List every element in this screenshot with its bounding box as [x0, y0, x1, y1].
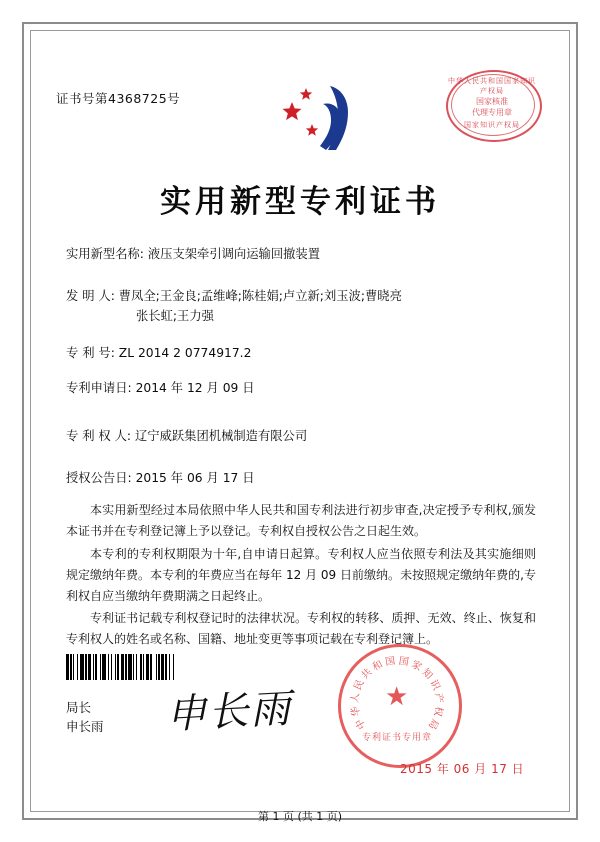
director-block	[66, 698, 104, 736]
field-grant-date	[66, 468, 255, 486]
value-inventor: 曹凤全;王金良;孟维峰;陈桂娟;卢立新;刘玉波;曹晓亮	[118, 289, 402, 303]
page-footer: 第 1 页 (共 1 页)	[257, 810, 343, 823]
barcode	[66, 654, 244, 680]
agency-seal-bottom-text: 国家知识产权局	[464, 121, 520, 129]
seal-date: 2015 年 06 月 17 日	[400, 762, 525, 776]
value-patent-number: ZL 2014 2 0774917.2	[118, 346, 252, 360]
label-grant-date: 授权公告日:	[66, 471, 132, 485]
director-label: 局长	[66, 700, 92, 715]
director-name: 申长雨	[66, 719, 104, 734]
agency-seal-top-text: 中华人民共和国国家知识产权局	[448, 77, 536, 95]
field-patent-number	[66, 343, 251, 361]
official-seal-bottom	[338, 644, 462, 768]
certificate-content	[48, 48, 552, 823]
label-patent-number: 专 利 号:	[66, 346, 115, 360]
paragraph-2: 本专利的专利权期限为十年,自申请日起算。专利权人应当依照专利法及其实施细则规定缴纳年费。本专利的年费应当在每年 12 月 09 日前缴纳。未按照规定缴纳年费的,专利权自应当缴纳年费期满之日起终止。	[66, 547, 536, 603]
field-application-date	[66, 378, 255, 396]
value-patentee: 辽宁威跃集团机械制造有限公司	[134, 429, 308, 443]
star-icon: ★	[385, 682, 409, 712]
value-inventor-line2: 张长虹;王力强	[136, 309, 214, 323]
field-inventor-line2	[136, 306, 214, 324]
page-title: 实用新型专利证书	[160, 184, 440, 220]
official-seal-bottom-text: 专利证书专用章	[361, 733, 432, 743]
paragraph-1: 本实用新型经过本局依照中华人民共和国专利法进行初步审查,决定授予专利权,颁发本证书并在专利登记簿上予以登记。专利权自授权公告之日起生效。	[66, 503, 536, 538]
field-utility-model-name	[66, 244, 320, 262]
paragraph-3: 专利证书记载专利权登记时的法律状况。专利权的转移、质押、无效、终止、恢复和专利权人的姓名或名称、国籍、地址变更等事项记载在专利登记簿上。	[66, 611, 536, 646]
label-utility-model-name: 实用新型名称:	[66, 247, 144, 261]
agency-seal-top	[446, 70, 542, 142]
field-inventor	[66, 286, 402, 304]
label-application-date: 专利申请日:	[66, 381, 132, 395]
value-grant-date: 2015 年 06 月 17 日	[135, 471, 255, 485]
value-utility-model-name: 液压支架牵引调向运输回撤装置	[147, 247, 321, 261]
official-seal-ring-text: 中 华 人 民 共 和 国 国 家 知 识 产 权 局	[349, 655, 445, 731]
field-patentee	[66, 426, 307, 444]
agency-seal-mid-text: 国家核准 代理专用章	[472, 97, 512, 117]
director-signature: 申长雨	[165, 685, 294, 739]
label-inventor: 发 明 人:	[66, 289, 115, 303]
value-application-date: 2014 年 12 月 09 日	[135, 381, 255, 395]
label-patentee: 专 利 权 人:	[66, 429, 132, 443]
certificate-number: 证书号第4368725号	[56, 91, 181, 106]
sipo-logo-icon	[276, 80, 366, 162]
